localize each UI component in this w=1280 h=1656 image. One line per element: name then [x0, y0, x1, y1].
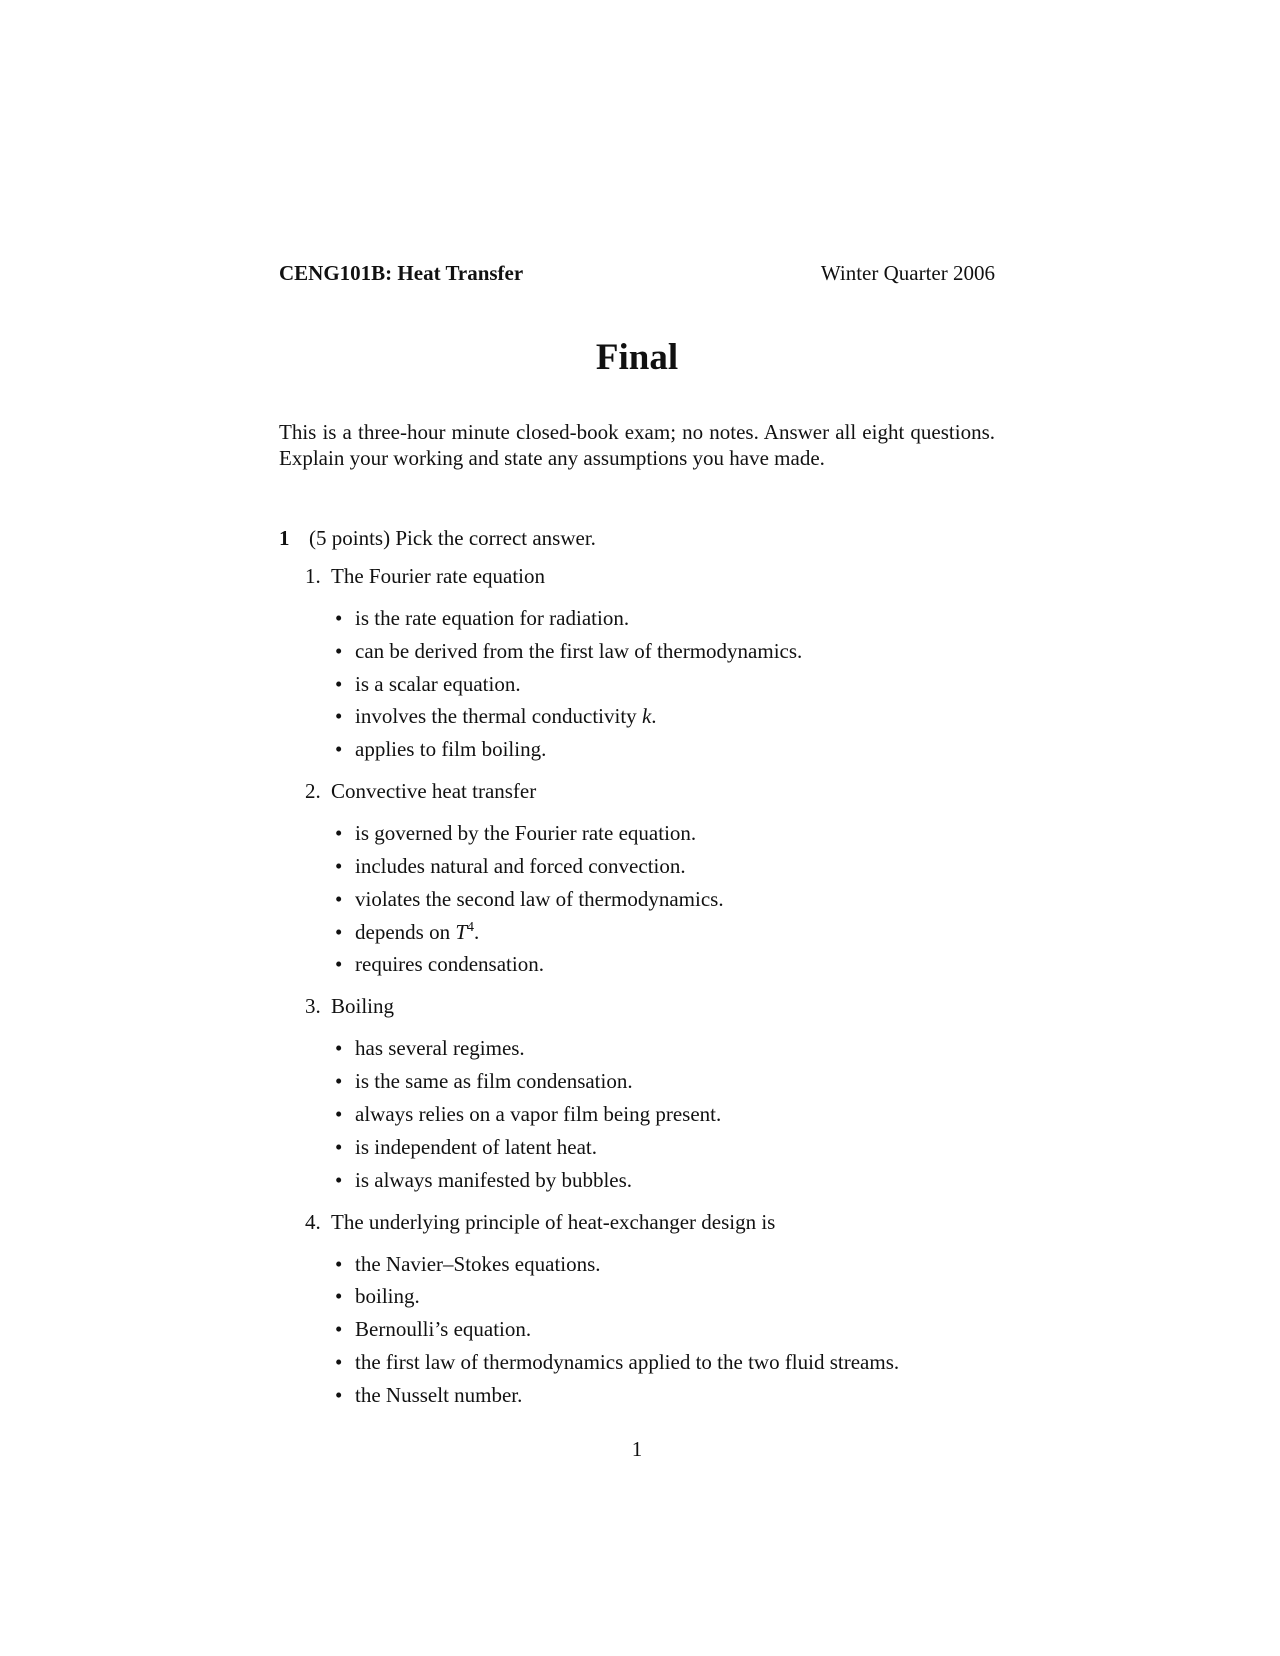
option-text-prefix: involves the thermal conductivity: [355, 704, 642, 729]
option-text-suffix: .: [474, 919, 480, 944]
option-text-suffix: .: [651, 704, 657, 729]
exam-instructions: This is a three-hour minute closed-book exam; no notes. Answer all eight questions. Explain your working and state any assumptions you have made.: [279, 420, 995, 470]
bullet-icon: •: [335, 1101, 343, 1126]
option: [305, 671, 995, 697]
option: [305, 820, 995, 846]
option: [305, 1101, 995, 1127]
question-number: 1: [279, 526, 290, 550]
math-variable-k: k: [641, 704, 652, 729]
option-list: [305, 605, 995, 762]
item-number: 2.: [305, 779, 321, 804]
course-title: CENG101B: Heat Transfer: [279, 261, 524, 285]
option: [305, 638, 995, 664]
item-stem: [305, 563, 995, 589]
option: [305, 736, 995, 762]
question-items: [305, 563, 995, 1424]
item-stem: [305, 1209, 995, 1235]
math-variable-t: T: [455, 919, 468, 944]
option-text: is independent of latent heat.: [355, 1134, 598, 1159]
term-label: Winter Quarter 2006: [820, 261, 995, 285]
bullet-icon: •: [335, 952, 343, 977]
bullet-icon: •: [335, 853, 343, 878]
option: [305, 1035, 995, 1061]
option: [305, 1349, 995, 1375]
bullet-icon: •: [335, 1251, 343, 1276]
option-text: violates the second law of thermodynamics.: [355, 886, 724, 911]
option-text: is governed by the Fourier rate equation.: [355, 821, 697, 846]
option-text: is a scalar equation.: [355, 671, 521, 696]
exam-title: Final: [595, 337, 679, 378]
option: [305, 1068, 995, 1094]
bullet-icon: •: [335, 737, 343, 762]
item-stem-text: Convective heat transfer: [331, 779, 537, 804]
bullet-icon: •: [335, 1382, 343, 1407]
option-text: applies to film boiling.: [355, 737, 547, 762]
bullet-icon: •: [335, 638, 343, 663]
item-stem: [305, 778, 995, 804]
item-number: 4.: [305, 1209, 321, 1234]
option: [305, 951, 995, 977]
item-stem: [305, 993, 995, 1019]
item-number: 3.: [305, 994, 321, 1019]
option-text: includes natural and forced convection.: [355, 853, 686, 878]
option-text-prefix: depends on: [355, 919, 456, 944]
bullet-icon: •: [335, 704, 343, 729]
option: [305, 1251, 995, 1277]
option-text: is the same as film condensation.: [355, 1069, 633, 1094]
item-number: 1.: [305, 564, 321, 588]
bullet-icon: •: [335, 1167, 343, 1192]
bullet-icon: •: [335, 1036, 343, 1061]
option: [305, 1134, 995, 1160]
option: [305, 853, 995, 879]
page-number: 1: [631, 1437, 643, 1461]
option-text: can be derived from the first law of thermodynamics.: [355, 638, 803, 663]
bullet-icon: •: [335, 1317, 343, 1342]
option-list: [305, 1251, 995, 1408]
bullet-icon: •: [335, 1284, 343, 1309]
bullet-icon: •: [335, 1069, 343, 1094]
option: [305, 1283, 995, 1309]
option-text: the first law of thermodynamics applied to the two fluid streams.: [355, 1349, 900, 1374]
bullet-icon: •: [335, 886, 343, 911]
option: [305, 1167, 995, 1193]
bullet-icon: •: [335, 919, 343, 944]
item-4: [305, 1209, 995, 1408]
option: [305, 919, 995, 945]
option: [305, 703, 995, 729]
option-text: always relies on a vapor film being present.: [355, 1101, 722, 1126]
option: [305, 605, 995, 631]
item-stem-text: The underlying principle of heat-exchanger design is: [331, 1209, 776, 1234]
item-2: [305, 778, 995, 977]
option: [305, 886, 995, 912]
option-text: boiling.: [355, 1284, 420, 1309]
item-stem-text: Boiling: [331, 994, 395, 1019]
bullet-icon: •: [335, 1134, 343, 1159]
item-3: [305, 993, 995, 1192]
item-stem-text: The Fourier rate equation: [331, 564, 545, 588]
option-text: is the rate equation for radiation.: [355, 606, 630, 630]
option-list: [305, 1035, 995, 1192]
option-text: the Navier–Stokes equations.: [355, 1251, 601, 1276]
question-1-heading: [279, 525, 995, 551]
math-exponent: 4: [467, 919, 475, 935]
option-text: the Nusselt number.: [355, 1382, 523, 1407]
bullet-icon: •: [335, 1349, 343, 1374]
option-text: is always manifested by bubbles.: [355, 1167, 633, 1192]
exam-page: [279, 0, 995, 1656]
question-text: (5 points) Pick the correct answer.: [309, 526, 596, 550]
option: [305, 1316, 995, 1342]
item-1: [305, 563, 995, 762]
bullet-icon: •: [335, 606, 343, 630]
option-text: requires condensation.: [355, 952, 544, 977]
bullet-icon: •: [335, 671, 343, 696]
option: [305, 1382, 995, 1408]
option-text: Bernoulli’s equation.: [355, 1317, 532, 1342]
option-text: has several regimes.: [355, 1036, 525, 1061]
bullet-icon: •: [335, 821, 343, 846]
option-list: [305, 820, 995, 977]
